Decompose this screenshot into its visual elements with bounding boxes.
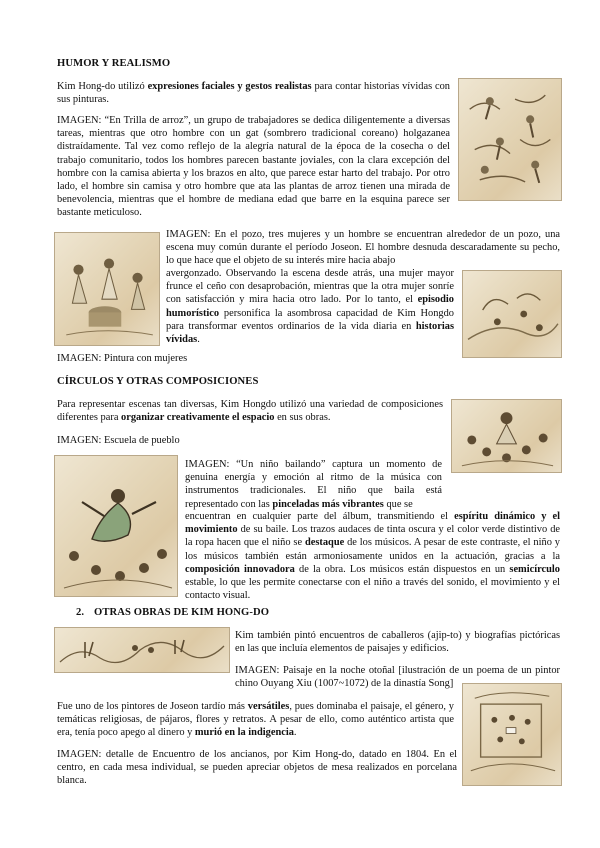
paragraph-gathering-of-elders: IMAGEN: detalle de Encuentro de los ancianos, por Kim Hong-do, datado en 1804. En el centro, en cada mesa individual, se pueden apreciar objetos de mesa realizados en porcelana blanca. <box>57 749 457 787</box>
painting-with-women-icon <box>463 271 561 357</box>
at-the-well-painting-icon <box>55 233 159 345</box>
at-the-well-painting <box>54 232 160 346</box>
landscape-scroll-painting-icon <box>55 628 229 672</box>
caption-village-school: IMAGEN: Escuela de pueblo <box>57 435 180 446</box>
paragraph-versatile: Fue uno de los pintores de Joseon tardío más versátiles, pues dominaba el paisaje, el género, y temáticas religiosas, de pájaros, flores y retratos. A pesar de ello, como auténtico artista que era, tenía poco apego al dinero y murió en la indigencia. <box>57 701 454 739</box>
section-title-circles: CÍRCULOS Y OTRAS COMPOSICIONES <box>57 376 259 387</box>
paragraph-rice-threshing: IMAGEN: “En Trilla de arroz”, un grupo de trabajadores se dedica diligentemente a diversas tareas, mientras que otro hombre con un gat (sombrero tradicional coreano) holgazanea distraídamente. Tal vez como reflejo de la alegría natural de la época de la cosecha o del trabajo comunitario, todos los hombres parecen bastante joviales, con la clara excepción del hombre con la camisa abierta y los brazos en alto, que parece estar harto del trabajo. Por otro lado, el hombre sin camisa y otro hombre que ata las plantas de arroz tienen una mirada de benevolencia, mientras que el hombre de mediana edad que barre en la esquina parece ser bastante meticuloso. <box>57 115 450 219</box>
paragraph-autumn-night: IMAGEN: Paisaje en la noche otoñal [ilustración de un poema de un pintor chino Ouyang Xiu (1007~1072) de la dinastía Song] <box>235 665 560 690</box>
gathering-of-elders-painting-icon <box>463 684 561 785</box>
paragraph-gentlemen-gatherings: Kim también pintó encuentros de caballeros (ajip-to) y biografías pictóricas en las que incluía elementos de paisajes y edificios. <box>235 630 560 655</box>
rice-threshing-painting <box>458 78 562 201</box>
paragraph-at-the-well-continued: avergonzado. Observando la escena desde atrás, una mujer mayor frunce el ceño con desaprobación, mientras que la otra mujer sonríe con satisfacción y mira hacia otro lado. Por lo tanto, el episodio humorístico personifica la asombrosa capacidad de Kim Hongdo para transformar eventos ordinarios de la vida diaria en historias vívidas. <box>166 268 454 346</box>
paragraph-dancing-boy: IMAGEN: “Un niño bailando” captura un momento de genuina energía y emoción al ritmo de la música con instrumentos tradicionales. El niño que baila está representado con las pinceladas más vibrantes que se <box>185 459 442 510</box>
paragraph-compositions: Para representar escenas tan diversas, Kim Hongdo utilizó una variedad de composiciones diferentes para organizar creativamente el espacio en sus obras. <box>57 399 443 424</box>
section-title-humor: HUMOR Y REALISMO <box>57 58 171 69</box>
caption-painting-with-women: IMAGEN: Pintura con mujeres <box>57 353 188 364</box>
rice-threshing-painting-icon <box>459 79 561 200</box>
landscape-scroll-painting <box>54 627 230 673</box>
section-title-other-works: OTRAS OBRAS DE KIM HONG-DO <box>94 607 270 618</box>
dancing-boy-painting-icon <box>55 456 177 596</box>
paragraph-intro: Kim Hong-do utilizó expresiones faciales y gestos realistas para contar historias vívidas con sus pinturas. <box>57 81 450 106</box>
painting-with-women <box>462 270 562 358</box>
paragraph-dancing-boy-continued: encuentran en cualquier parte del álbum, transmitiendo el espíritu dinámico y el movimiento de su baile. Los trazos audaces de tinta oscura y el color verde distintivo de la ropa hacen que el niño se destaque de los músicos. A pesar de este contraste, el niño y los músicos también están armoniosamente unidos en la actuación, gracias a la composición innovadora de la obra. Los músicos están dispuestos en un semicírculo estable, lo que les permite conectarse con el niño a través del sonido, el movimiento y el contacto visual. <box>185 511 560 602</box>
village-school-painting <box>451 399 562 473</box>
gathering-of-elders-painting <box>462 683 562 786</box>
paragraph-at-the-well: IMAGEN: En el pozo, tres mujeres y un hombre se encuentran alrededor de un pozo, una escena muy común durante el período Joseon. El hombre desnuda descaradamente su pecho, lo que hace que el objeto de su interés mire hacia abajo <box>166 229 560 267</box>
section-number-other-works: 2. <box>76 607 85 618</box>
dancing-boy-painting <box>54 455 178 597</box>
village-school-painting-icon <box>452 400 561 472</box>
